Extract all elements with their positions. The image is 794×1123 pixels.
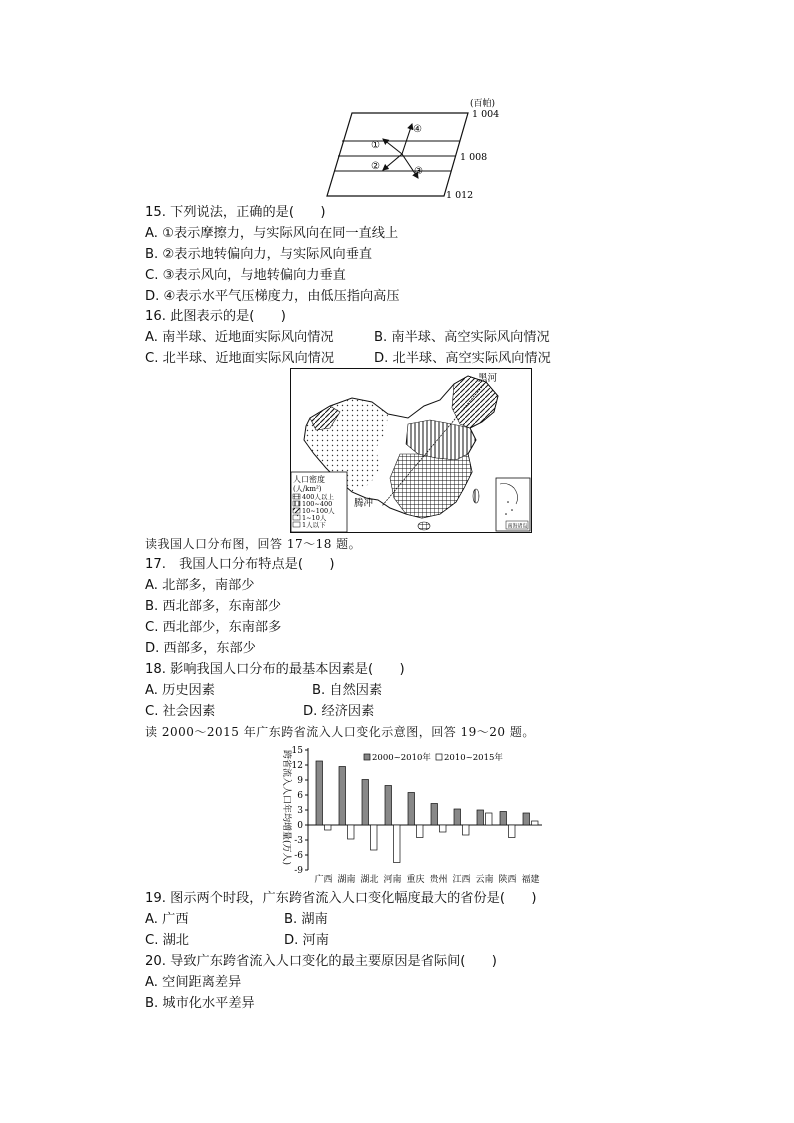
isobar-label: 1 012 [446, 190, 474, 201]
intro-17-18: 读我国人口分布图，回答 17～18 题。 [145, 537, 362, 551]
q15-option-b: B. ②表示地转偏向力，与实际风向垂直 [145, 247, 373, 262]
category-label: 重庆 [406, 875, 425, 885]
q18-option-a: A. 历史因素 [145, 683, 215, 698]
bar-series1 [339, 767, 346, 826]
category-label: 贵州 [429, 875, 448, 885]
legend-label: 2010~2015年 [444, 753, 503, 763]
q18-option-c: C. 社会因素 [145, 704, 216, 719]
hainan-island [418, 522, 430, 530]
legend-item: 10~100人 [302, 507, 335, 515]
q20-option-a: A. 空间距离差异 [145, 975, 242, 990]
q16-stem: 16. 此图表示的是( ) [145, 309, 286, 324]
y-tick-label: -9 [294, 866, 303, 876]
inset-island [505, 513, 507, 515]
y-tick-label: 15 [291, 746, 303, 756]
q18-option-d: D. 经济因素 [303, 704, 375, 719]
q19-option-d: D. 河南 [284, 933, 329, 948]
arrow-label-3: ③ [414, 166, 423, 177]
bar-series1 [523, 813, 530, 825]
y-axis-label: 跨省流入人口年均增量(万人) [281, 750, 291, 866]
legend-unit: (人/km²) [293, 485, 322, 493]
bar-series2 [509, 825, 516, 838]
q18-option-b: B. 自然因素 [312, 683, 383, 698]
q19-option-a: A. 广西 [145, 912, 189, 927]
legend-item: 1~10人 [302, 514, 327, 522]
y-tick-label: 6 [297, 791, 303, 801]
bar-series2 [486, 813, 493, 825]
category-label: 广西 [314, 875, 333, 885]
bar-series1 [500, 812, 507, 826]
isobar-unit: (百帕) [470, 99, 496, 109]
bar-series1 [385, 786, 392, 826]
arrow-4 [402, 124, 412, 154]
q19-option-c: C. 湖北 [145, 933, 189, 948]
y-tick-label: 9 [297, 776, 303, 786]
isobar-frame [327, 113, 468, 196]
bar-series2 [440, 825, 447, 832]
q20-stem: 20. 导致广东跨省流入人口变化的最主要原因是省际间( ) [145, 954, 497, 969]
bar-series2 [348, 825, 355, 839]
category-label: 云南 [475, 875, 494, 885]
category-label: 湖北 [360, 875, 379, 885]
q17-stem: 17. 我国人口分布特点是( ) [145, 557, 335, 572]
y-tick-label: 12 [291, 761, 303, 771]
isobar-label: 1 004 [472, 109, 500, 120]
inset-label: 南海诸岛 [507, 523, 528, 530]
q15-option-a: A. ①表示摩擦力，与实际风向在同一直线上 [145, 226, 399, 241]
map-label-heihe: 黑河 [478, 373, 498, 384]
q17-option-c: C. 西北部少，东南部多 [145, 620, 282, 635]
q18-stem: 18. 影响我国人口分布的最基本因素是( ) [145, 662, 405, 677]
q19-option-b: B. 湖南 [284, 912, 328, 927]
q20-option-b: B. 城市化水平差异 [145, 996, 255, 1011]
bar-series2 [371, 825, 378, 850]
bar-series1 [316, 761, 323, 825]
bar-series1 [454, 809, 461, 825]
legend-item: 100~400 [302, 500, 333, 508]
bar-series1 [362, 780, 369, 826]
y-tick-label: 0 [297, 821, 303, 831]
legend-swatch [293, 515, 300, 520]
arrow-label-1: ① [371, 140, 380, 151]
q15-option-d: D. ④表示水平气压梯度力，由低压指向高压 [145, 289, 400, 304]
bar-series1 [477, 810, 484, 825]
category-label: 湖南 [337, 875, 356, 885]
q15-option-c: C. ③表示风向，与地转偏向力垂直 [145, 268, 346, 283]
legend-label: 2000~2010年 [372, 753, 431, 763]
q17-option-a: A. 北部多，南部少 [145, 578, 255, 593]
legend-swatch [364, 754, 370, 760]
bar-series2 [463, 825, 470, 835]
taiwan-island [473, 489, 479, 503]
category-label: 福建 [521, 875, 540, 885]
q16-option-b: B. 南半球、高空实际风向情况 [374, 330, 550, 345]
intro-19-20: 读 2000～2015 年广东跨省流入人口变化示意图，回答 19～20 题。 [145, 725, 535, 739]
category-label: 陕西 [498, 875, 517, 885]
q16-option-c: C. 北半球、近地面实际风向情况 [145, 351, 335, 366]
migration-bar-chart [268, 742, 558, 886]
legend-swatch [293, 522, 300, 527]
inset-island [511, 509, 513, 511]
q16-option-a: A. 南半球、近地面实际风向情况 [145, 330, 334, 345]
bar-series2 [532, 821, 539, 825]
legend-swatch [436, 754, 442, 760]
y-tick-label: -6 [294, 851, 303, 861]
legend-item: 1人以下 [302, 521, 326, 529]
legend-title: 人口密度 [293, 475, 325, 484]
arrow-label-2: ② [371, 161, 380, 172]
arrow-label-4: ④ [413, 124, 422, 135]
y-tick-label: -3 [294, 836, 303, 846]
population-map [290, 368, 532, 533]
bar-series1 [408, 793, 415, 826]
legend-swatch [293, 508, 300, 513]
category-label: 江西 [452, 875, 471, 885]
isobar-label: 1 008 [460, 152, 488, 163]
q17-option-b: B. 西北部多，东南部少 [145, 599, 282, 614]
y-tick-label: 3 [297, 806, 303, 816]
q16-option-d: D. 北半球、高空实际风向情况 [374, 351, 551, 366]
q17-option-d: D. 西部多，东部少 [145, 641, 256, 656]
bar-series2 [394, 825, 401, 863]
legend-swatch [293, 501, 300, 506]
isobar-figure [320, 96, 500, 206]
bar-series2 [325, 825, 332, 830]
inset-island [507, 501, 509, 503]
q19-stem: 19. 图示两个时段，广东跨省流入人口变化幅度最大的省份是( ) [145, 891, 537, 906]
category-label: 河南 [383, 875, 402, 885]
bar-series2 [417, 825, 424, 838]
bar-series1 [431, 804, 438, 826]
map-label-tengchong: 腾冲 [354, 498, 374, 509]
legend-item: 400人以上 [302, 493, 334, 501]
legend-swatch [293, 494, 300, 499]
q15-stem: 15. 下列说法，正确的是( ) [145, 205, 326, 220]
